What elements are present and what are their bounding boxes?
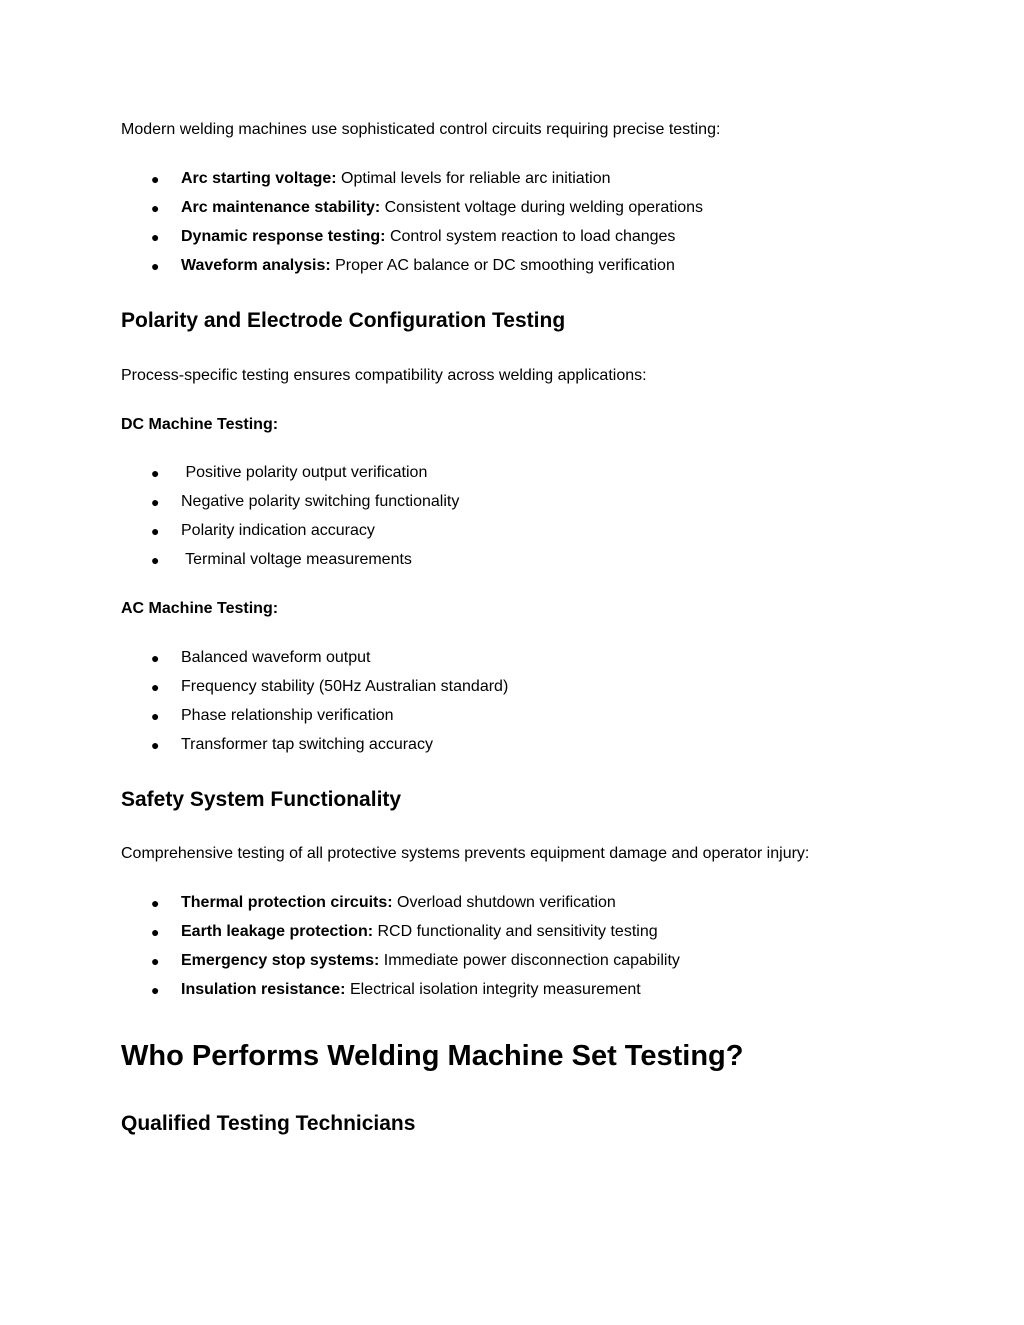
who-performs-heading: Who Performs Welding Machine Set Testing? [121, 1040, 744, 1072]
list-item-text: Phase relationship verification [181, 707, 394, 724]
safety-heading: Safety System Functionality [121, 788, 402, 811]
list-item-lead: Earth leakage protection: [181, 923, 374, 940]
list-item-text: Polarity indication accuracy [181, 522, 375, 539]
list-item-text: Frequency stability (50Hz Australian standard) [181, 678, 509, 695]
list-item-text: RCD functionality and sensitivity testing [373, 923, 658, 940]
list-item-text: Control system reaction to load changes [385, 228, 676, 245]
ac-testing-heading: AC Machine Testing: [121, 600, 279, 617]
bullet-icon: ● [151, 229, 160, 245]
list-item-lead: Arc maintenance stability: [181, 199, 381, 216]
qualified-technicians-heading: Qualified Testing Technicians [121, 1112, 416, 1135]
list-item-text: Immediate power disconnection capability [379, 952, 680, 969]
polarity-heading: Polarity and Electrode Configuration Testing [121, 309, 566, 332]
bullet-icon: ● [151, 200, 160, 216]
list-item-text: Transformer tap switching accuracy [181, 736, 433, 753]
bullet-icon: ● [151, 737, 160, 753]
bullet-icon: ● [151, 465, 160, 481]
list-item-text: Balanced waveform output [181, 649, 371, 666]
list-item-text: Optimal levels for reliable arc initiation [336, 170, 611, 187]
bullet-icon: ● [151, 650, 160, 666]
list-item-lead: Emergency stop systems: [181, 952, 380, 969]
list-item-text: Electrical isolation integrity measurement [345, 981, 641, 998]
list-item-lead: Waveform analysis: [181, 257, 331, 274]
bullet-icon: ● [151, 258, 160, 274]
list-item-lead: Arc starting voltage: [181, 170, 337, 187]
list-item-text: Proper AC balance or DC smoothing verification [330, 257, 675, 274]
bullet-icon: ● [151, 708, 160, 724]
polarity-intro: Process-specific testing ensures compatibility across welding applications: [121, 367, 647, 384]
safety-intro: Comprehensive testing of all protective systems prevents equipment damage and operator injury: [121, 845, 810, 862]
bullet-icon: ● [151, 895, 160, 911]
bullet-icon: ● [151, 953, 160, 969]
list-item-lead: Insulation resistance: [181, 981, 346, 998]
bullet-icon: ● [151, 924, 160, 940]
dc-testing-heading: DC Machine Testing: [121, 416, 279, 433]
bullet-icon: ● [151, 679, 160, 695]
bullet-icon: ● [151, 523, 160, 539]
bullet-icon: ● [151, 982, 160, 998]
list-item-text: Negative polarity switching functionality [181, 493, 460, 510]
list-item-text: Positive polarity output verification [181, 464, 428, 481]
list-item-lead: Thermal protection circuits: [181, 894, 393, 911]
bullet-icon: ● [151, 494, 160, 510]
list-item-text: Terminal voltage measurements [181, 551, 412, 568]
bullet-icon: ● [151, 552, 160, 568]
intro-paragraph: Modern welding machines use sophisticated control circuits requiring precise testing: [121, 121, 721, 138]
list-item-text: Overload shutdown verification [392, 894, 616, 911]
bullet-icon: ● [151, 171, 160, 187]
list-item-lead: Dynamic response testing: [181, 228, 386, 245]
list-item-text: Consistent voltage during welding operations [380, 199, 704, 216]
